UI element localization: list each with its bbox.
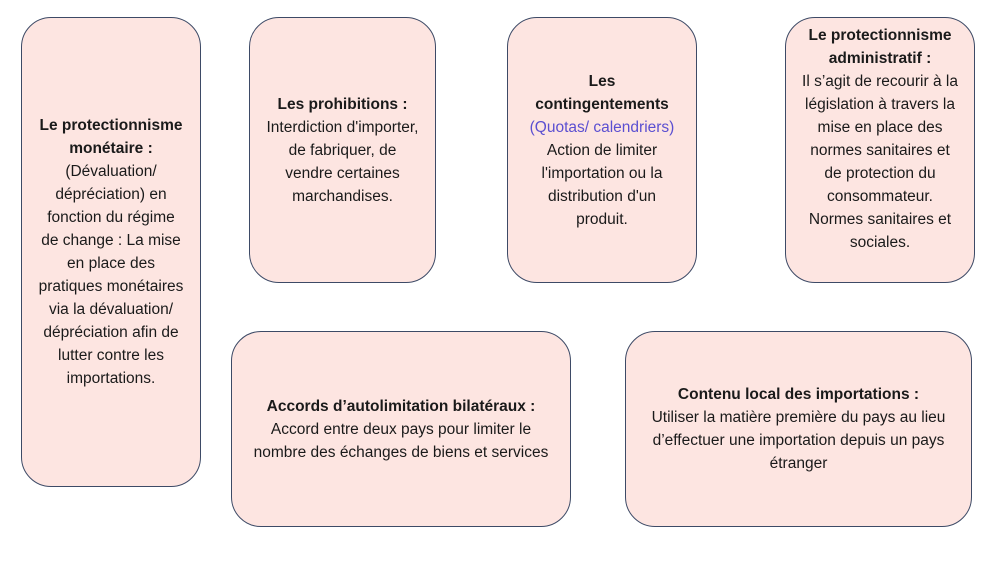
box-body: (Dévaluation/ dépréciation) en fonction du régime de change : La mise en place des pratiques monétaires via la dévaluation/ dépréciation afin de lutter contre les importations. [38,163,184,387]
box-body: Action de limiter l'importation ou la distribution d'un produit. [541,141,663,228]
box-body-secondary: Normes sanitaires et sociales. [808,211,952,251]
box-body: Interdiction d'importer, de fabriquer, de vendre certaines marchandises. [266,118,419,205]
box-body: Utiliser la matière première du pays au lieu d’effectuer une importation depuis un pays étranger [651,409,946,472]
box-title: Les prohibitions : [277,95,408,113]
box-contenu-local [625,331,972,527]
box-title: Les contingentements [535,72,669,113]
box-title: Le protectionnisme monétaire : [39,117,183,157]
box-prohibitions [249,17,436,283]
box-accords-autolimitation [231,331,571,527]
box-body: Accord entre deux pays pour limiter le nombre des échanges de biens et services [253,420,549,461]
box-contingentements [507,17,697,283]
box-title: Contenu local des importations : [677,386,920,403]
box-body: Il s’agit de recourir à la législation à travers la mise en place des normes sanitaires et de protection du consommateur. [802,73,958,205]
box-subtitle: (Quotas/ calendriers) [529,118,675,136]
box-protectionnisme-administratif [785,17,975,283]
box-title: Accords d’autolimitation bilatéraux : [266,397,536,415]
box-protectionnisme-monetaire [21,17,201,487]
box-title: Le protectionnisme administratif : [808,27,952,67]
